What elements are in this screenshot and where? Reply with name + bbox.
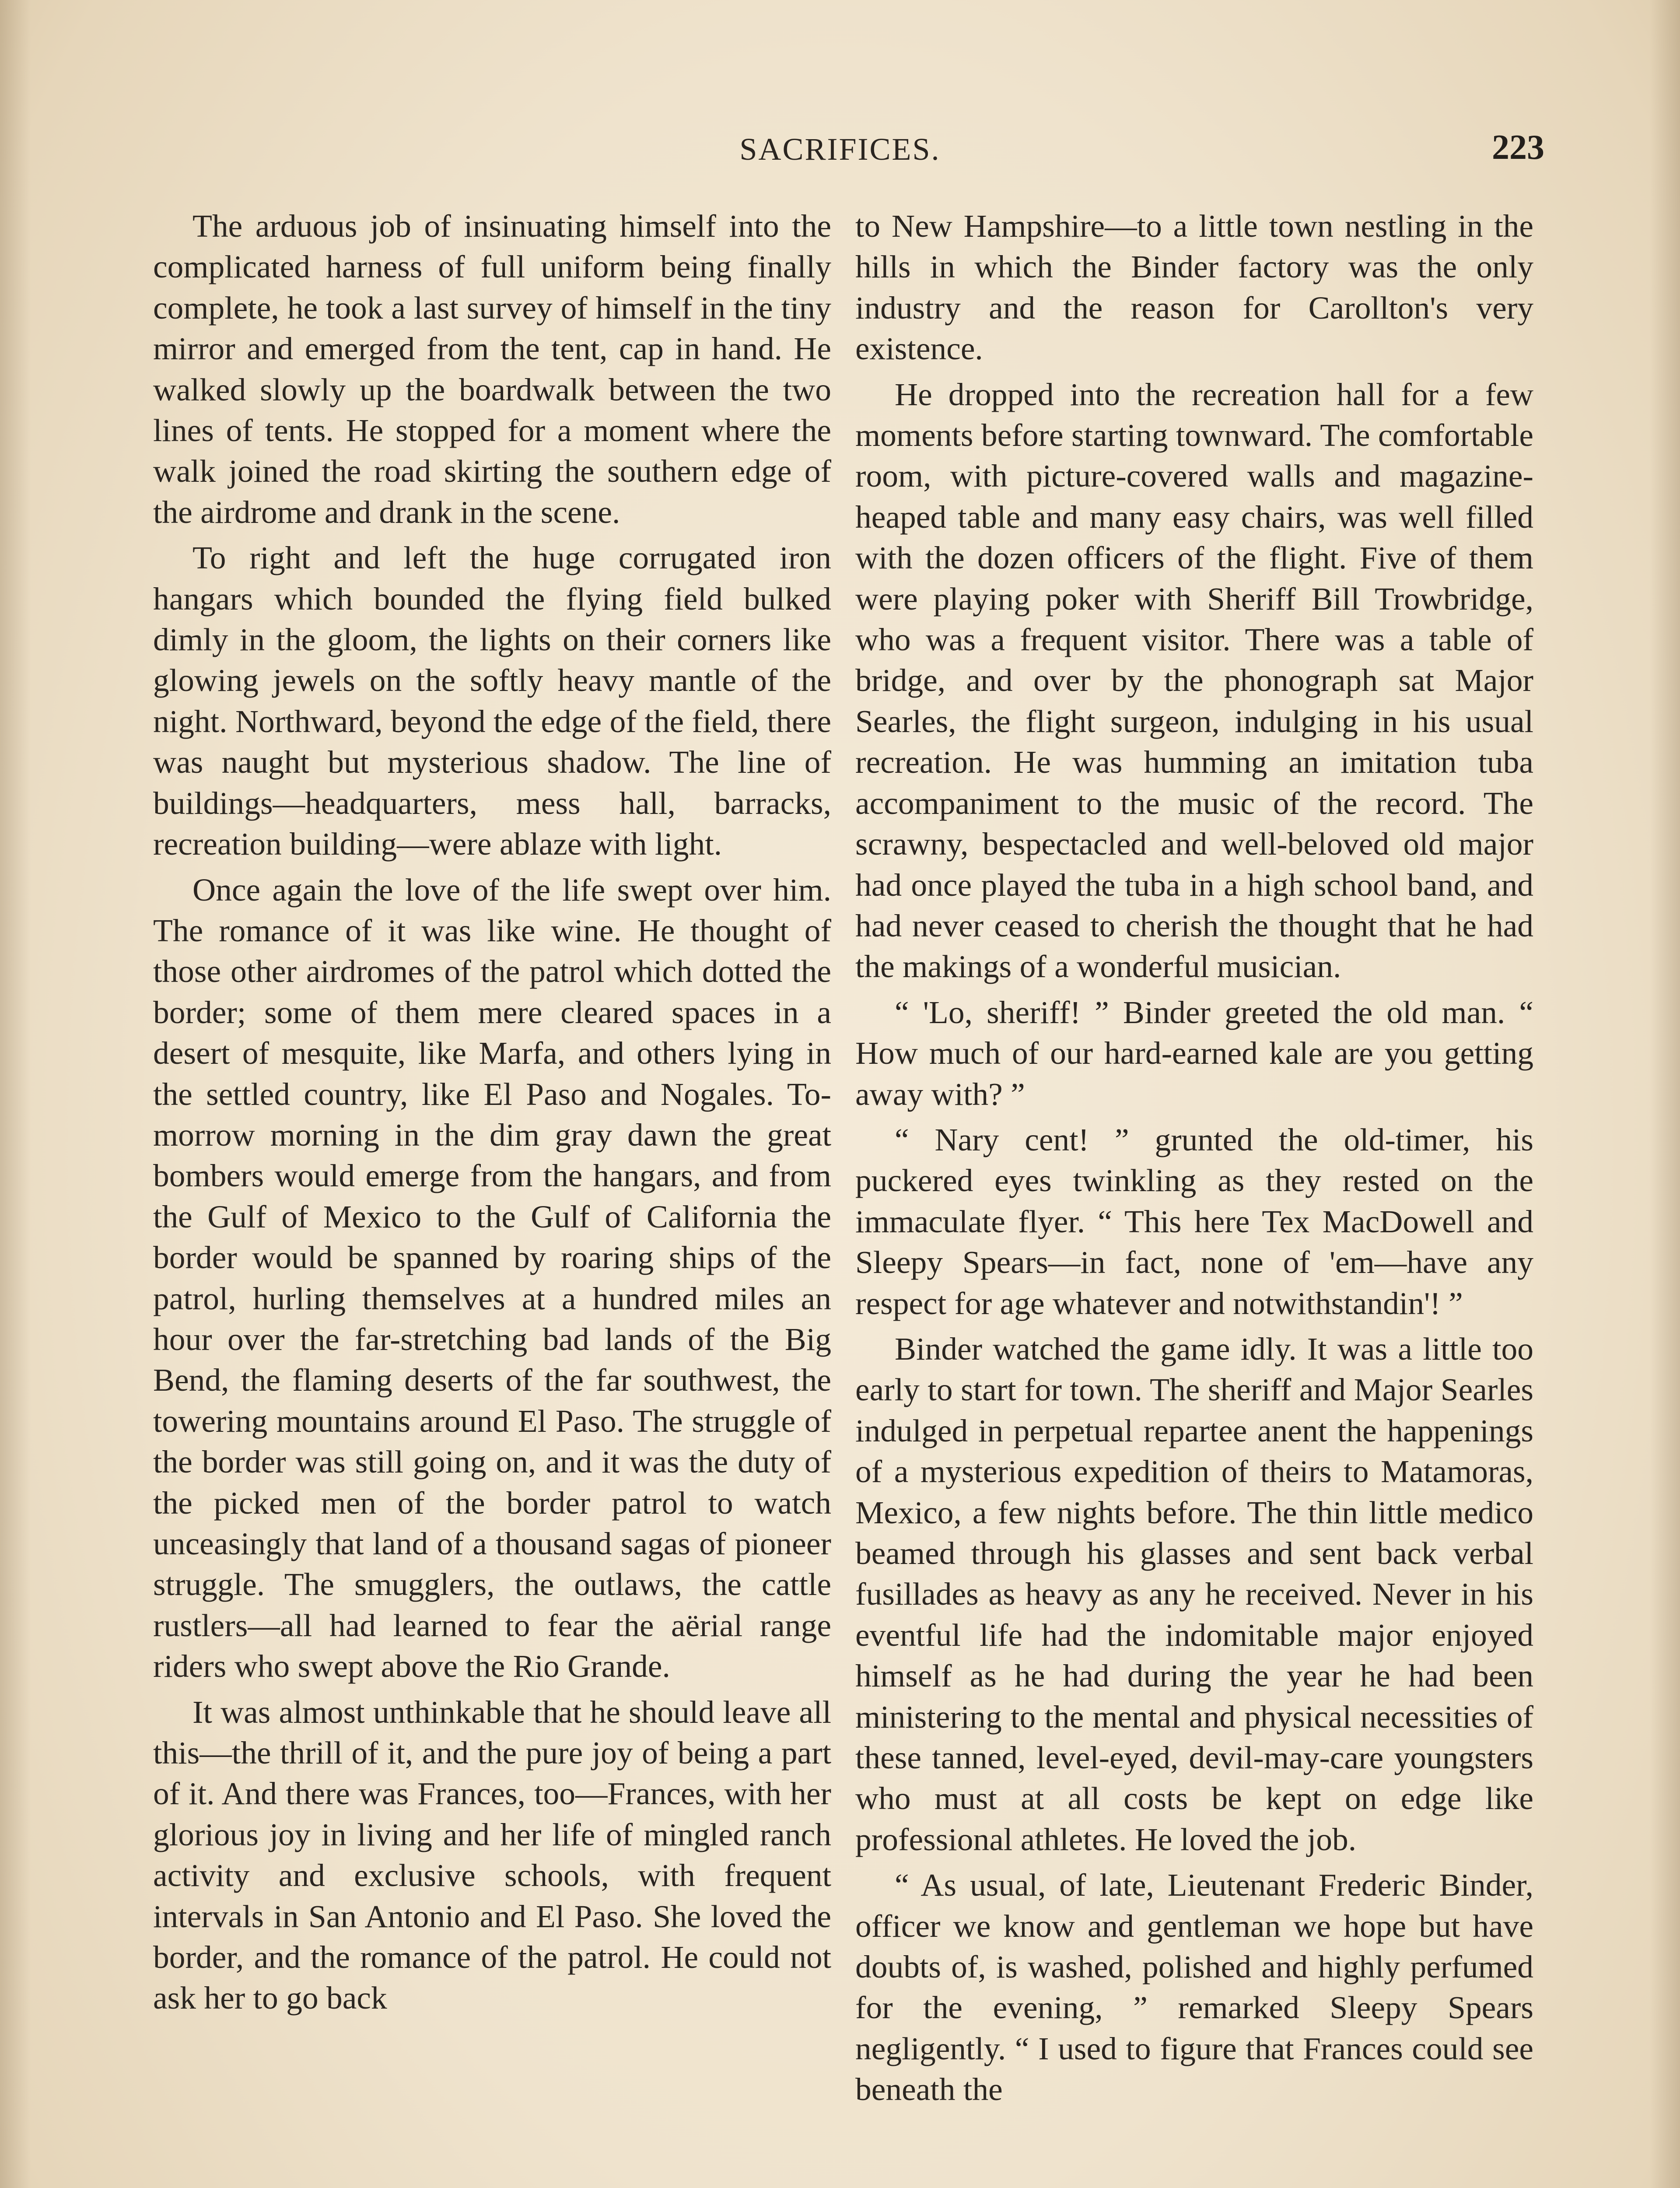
paragraph: Binder watched the game idly. It was a little too early to start for town. The sheriff and Major Searles indulged in perpetual repartee anent the happenings of a mysterious expedition of theirs to Matamoras, Mexico, a few nights before. The thin little medico beamed through his glasses and sent back verbal fusillades as heavy as any he received. Never in his eventful life had the indomitable major enjoyed himself as he had during the year he had been ministering to the mental and physical necessities of these tanned, level-eyed, devil-may-care youngsters who must at all costs be kept on edge like professional athletes. He loved the job. (855, 1331, 1533, 1857)
page-number: 223 (1492, 128, 1544, 167)
page-edge-shadow-right (1649, 0, 1680, 2188)
paragraph: He dropped into the recreation hall for a few moments before starting townward. The comfortable room, with picture-covered walls and magazine-heaped table and many easy chairs, was well filled with the dozen officers of the flight. Five of them were playing poker with Sheriff Bill Trowbridge, who was a frequent visitor. There was a table of bridge, and over by the phonograph sat Major Searles, the flight surgeon, indulging in his usual recreation. He was humming an imitation tuba accompaniment to the music of the record. The scrawny, bespectacled and well-beloved old major had once played the tuba in a high school band, and had never ceased to cherish the thought that he had the makings of a wonderful musician. (855, 376, 1533, 985)
text-column-right (855, 206, 1533, 2115)
paragraph: Once again the love of the life swept over him. The romance of it was like wine. He thought of those other airdromes of the patrol which dotted the border; some of them mere cleared spaces in a desert of mesquite, like Marfa, and others lying in the settled country, like El Paso and Nogales. To-morrow morning in the dim gray dawn the great bombers would emerge from the hangars, and from the Gulf of Mexico to the Gulf of California the border would be spanned by roaring ships of the patrol, hurling themselves at a hundred miles an hour over the far-stretching bad lands of the Big Bend, the flaming deserts of the far southwest, the towering mountains around El Paso. The struggle of the border was still going on, and it was the duty of the picked men of the border patrol to watch unceasingly that land of a thousand sagas of pioneer struggle. The smugglers, the outlaws, the cattle rustlers—all had learned to fear the aërial range riders who swept above the Rio Grande. (153, 872, 831, 1684)
paragraph-continued: to New Hampshire—to a little town nestling in the hills in which the Binder factory was the only industry and the reason for Carollton's very existence. (855, 208, 1533, 367)
paragraph: “ As usual, of late, Lieutenant Frederic Binder, officer we know and gentleman we hope but have doubts of, is washed, polished and highly perfumed for the evening, ” remarked Sleepy Spears negligently. “ I used to figure that Frances could see beneath the (855, 1867, 1533, 2107)
paragraph: It was almost unthinkable that he should leave all this—the thrill of it, and the pure joy of being a part of it. And there was Frances, too—Frances, with her glorious joy in living and her life of mingled ranch activity and exclusive schools, with frequent intervals in San Antonio and El Paso. She loved the border, and the romance of the patrol. He could not ask her to go back (153, 1694, 831, 2016)
page-edge-shadow-left (0, 0, 31, 2188)
paragraph: “ 'Lo, sheriff! ” Binder greeted the old man. “ How much of our hard-earned kale are you getting away with? ” (855, 994, 1533, 1112)
paragraph: The arduous job of insinuating himself into the complicated harness of full uniform being finally complete, he took a last survey of himself in the tiny mirror and emerged from the tent, cap in hand. He walked slowly up the boardwalk between the two lines of tents. He stopped for a moment where the walk joined the road skirting the southern edge of the airdrome and drank in the scene. (153, 208, 831, 530)
running-title: SACRIFICES. (739, 132, 941, 167)
paragraph: To right and left the huge corrugated iron hangars which bounded the flying field bulked dimly in the gloom, the lights on their corners like glowing jewels on the softly heavy mantle of the night. Northward, beyond the edge of the field, there was naught but mysterious shadow. The line of buildings—headquarters, mess hall, barracks, recreation building—were ablaze with light. (153, 540, 831, 862)
paragraph: “ Nary cent! ” grunted the old-timer, his puckered eyes twinkling as they rested on the immaculate flyer. “ This here Tex MacDowell and Sleepy Spears—in fact, none of 'em—have any respect for age whatever and notwithstandin'! ” (855, 1122, 1533, 1321)
text-column-left (153, 206, 831, 2023)
